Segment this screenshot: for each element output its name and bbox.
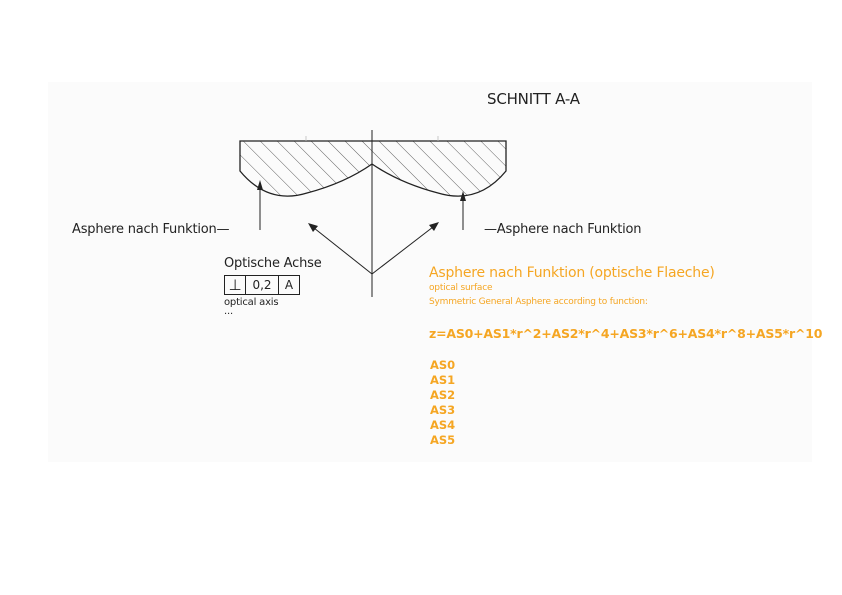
tolerance-value: 0,2 [246,276,279,294]
feature-control-frame [224,275,300,295]
lens-section [240,141,506,211]
optical-axis-leader [308,222,439,274]
asphere-title: Asphere nach Funktion (optische Flaeche) [429,265,715,281]
asphere-description: Symmetric General Asphere according to function: [429,297,648,307]
coefficient-list [430,358,455,448]
right-asphere-label: —Asphere nach Funktion [484,222,642,237]
right-asphere-leader [460,191,466,230]
coefficient-item: AS4 [430,418,456,432]
coefficient-item: AS3 [430,403,456,417]
optical-axis-subtitle: optical axis [224,297,279,308]
asphere-formula: z=AS0+AS1*r^2+AS2*r^4+AS3*r^6+AS4*r^8+AS5*r^10 [429,326,823,341]
coefficient-item: AS5 [430,433,456,447]
coefficient-item: AS2 [430,388,456,402]
section-title: SCHNITT A-A [487,90,580,108]
datum-reference: A [284,278,294,292]
coefficient-item: AS1 [430,373,456,387]
perpendicularity-icon: ⊥ [225,276,246,294]
asphere-subtitle: optical surface [429,283,493,293]
coefficient-item: AS0 [430,358,456,372]
left-asphere-leader [257,180,263,230]
optical-axis-title: Optische Achse [224,256,322,271]
left-asphere-label: Asphere nach Funktion— [72,222,230,237]
optical-axis-ellipsis: ... [224,306,233,317]
